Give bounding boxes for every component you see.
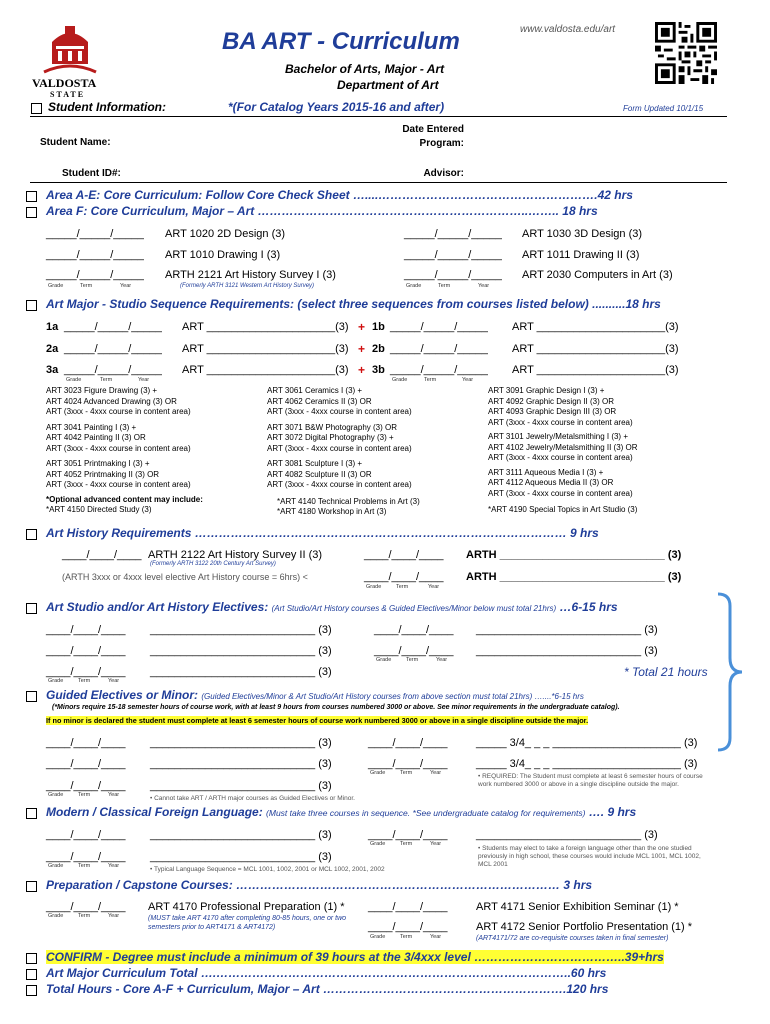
term-label: Term (438, 283, 451, 289)
option-item: *ART 4190 Special Topics in Art Studio (3) (488, 505, 638, 514)
grade-blank[interactable]: ____/____/____ (368, 737, 448, 749)
grade-blank[interactable]: ____/____/____ (46, 780, 126, 792)
logo-text-valdosta: VALDOSTA (32, 76, 97, 90)
electives-title: Art Studio and/or Art History Electives: (46, 600, 269, 614)
language-heading (46, 805, 636, 819)
grade-label: Grade (392, 377, 408, 383)
grade-label: Grade (376, 657, 392, 663)
grade-blank[interactable]: ____/____/____ (46, 666, 126, 678)
arth-elective-note: (ARTH 3xxx or 4xxx level elective Art History course = 6hrs) < (62, 572, 308, 582)
term-label: Term (400, 770, 413, 776)
course-art4172: ART 4172 Senior Portfolio Presentation (1) * (476, 921, 693, 933)
grade-blank[interactable]: _____/_____/_____ (390, 343, 488, 355)
elective-blank[interactable]: ___________________________ (3) (476, 624, 658, 636)
checkbox-language[interactable] (26, 808, 37, 819)
studio-options-col3 (488, 386, 638, 516)
year-label: Year (430, 934, 442, 940)
grade-blank[interactable]: _____/_____/_____ (64, 343, 162, 355)
language-blank[interactable]: ___________________________ (3) (476, 829, 658, 841)
checkbox-studio-sequence[interactable] (26, 300, 37, 311)
option-item: ART (3xxx - 4xxx course in content area) (267, 407, 412, 416)
course-art4171: ART 4171 Senior Exhibition Seminar (1) * (476, 901, 679, 913)
term-label: Term (400, 841, 413, 847)
checkbox-guided[interactable] (26, 691, 37, 702)
total-21-hours: * Total 21 hours (624, 665, 708, 679)
option-item: ART 3023 Figure Drawing (3) + (46, 386, 158, 395)
electives-sub: (Art Studio/Art History courses & Guided Electives/Minor below must total 21hrs) (271, 604, 557, 613)
plus-sign: + (358, 320, 366, 334)
grade-blank[interactable]: ____/____/____ (364, 549, 444, 561)
grade-label: Grade (48, 913, 64, 919)
cannot-take-note: • Cannot take ART / ARTH major courses as Guided Electives or Minor. (150, 795, 355, 802)
sequence-label: 1b (372, 321, 385, 333)
sequence-label: 3a (46, 364, 59, 376)
grade-blank[interactable]: ____/____/____ (374, 624, 454, 636)
grade-label: Grade (370, 934, 386, 940)
year-label: Year (428, 584, 440, 590)
term-label: Term (78, 678, 91, 684)
option-item: ART 4092 Graphic Design II (3) OR (488, 396, 614, 406)
grade-blank[interactable]: _____/_____/_____ (404, 228, 502, 240)
language-hrs: …. 9 hrs (588, 805, 637, 819)
grade-blank[interactable]: ____/____/____ (46, 737, 126, 749)
plus-sign: + (358, 342, 366, 356)
course-art1030: ART 1030 3D Design (3) (522, 228, 643, 240)
required-note: • REQUIRED: The Student must complete at least 6 semester hours of course work numbered 3000 or above in a single discipline outside the major. (478, 773, 703, 788)
grade-blank[interactable]: ____/____/____ (46, 829, 126, 841)
language-blank[interactable]: ___________________________ (3) (150, 851, 332, 863)
option-item: ART 3081 Sculpture I (3) + (267, 459, 363, 468)
language-sub: (Must take three courses in sequence. *See undergraduate catalog for requirements) (266, 808, 586, 818)
university-logo (30, 20, 110, 100)
grade-blank[interactable]: ____/____/____ (364, 571, 444, 583)
grade-blank[interactable]: _____/_____/_____ (404, 269, 502, 281)
option-item: ART (3xxx - 4xxx course in content area) (488, 488, 633, 498)
year-label: Year (108, 863, 120, 869)
grade-label: Grade (48, 792, 64, 798)
sequence-label: 2a (46, 343, 59, 355)
formerly-arth3122: (Formerly ARTH 3122 20th Century Art Survey) (150, 561, 276, 567)
art-history-heading: Art History Requirements ………………………………………………………………………………… 9 hrs (46, 526, 599, 540)
year-label: Year (138, 377, 150, 383)
checkbox-area-a-e[interactable] (26, 191, 37, 202)
grade-blank[interactable]: ____/____/____ (46, 851, 126, 863)
option-item: ART (3xxx - 4xxx course in content area) (267, 443, 412, 453)
checkbox-electives[interactable] (26, 603, 37, 614)
art-blank[interactable]: ART _____________________(3) (182, 364, 349, 376)
term-label: Term (400, 934, 413, 940)
option-item: ART 3101 Jewelry/Metalsmithing I (3) + (488, 432, 628, 441)
form-updated: Form Updated 10/1/15 (623, 104, 704, 113)
option-item: ART 3072 Digital Photography (3) + (267, 433, 394, 442)
student-id-label[interactable]: Student ID#: (62, 168, 121, 179)
year-label: Year (436, 657, 448, 663)
studio-sequence-heading: Art Major - Studio Sequence Requirements: (select three sequences from courses listed below) ..........18 hrs (46, 297, 661, 311)
grade-blank[interactable]: _____/_____/_____ (404, 249, 502, 261)
no-minor-note: If no minor is declared the student must complete at least 6 semester hours of course work numbered 3000 or above in a single discipline outside the major. (46, 716, 589, 725)
elective-blank[interactable]: ___________________________ (3) (150, 666, 332, 678)
guided-blank[interactable]: ___________________________ (3) (150, 780, 332, 792)
option-item: ART 3111 Aqueous Media I (3) + (488, 467, 604, 477)
year-label: Year (120, 283, 132, 289)
guided-heading (46, 688, 584, 702)
grade-blank[interactable]: ____/____/____ (374, 645, 454, 657)
option-item: ART (3xxx - 4xxx course in content area) (46, 443, 191, 453)
qr-code-icon (655, 22, 717, 84)
option-item: ART (3xxx - 4xxx course in content area) (46, 480, 191, 489)
art-blank[interactable]: ART _____________________(3) (182, 343, 349, 355)
plus-sign: + (358, 363, 366, 377)
course-art2030: ART 2030 Computers in Art (3) (522, 269, 673, 281)
studio-options-col2 (267, 386, 420, 518)
term-label: Term (100, 377, 113, 383)
checkbox-confirm[interactable] (26, 953, 37, 964)
student-name-label[interactable]: Student Name: (40, 137, 111, 148)
term-label: Term (78, 792, 91, 798)
course-art1011: ART 1011 Drawing II (3) (522, 249, 640, 261)
grade-blank[interactable]: ____/____/____ (368, 901, 448, 913)
grade-blank[interactable]: ____/____/____ (368, 758, 448, 770)
guided-3-4-blank[interactable]: _____ 3/4_ _ _ _____________________ (3) (476, 737, 698, 749)
grade-blank[interactable]: ____/____/____ (46, 624, 126, 636)
option-item: ART 4024 Advanced Drawing (3) OR (46, 396, 177, 406)
grade-blank[interactable]: ____/____/____ (368, 921, 448, 933)
art-blank[interactable]: ART _____________________(3) (512, 343, 679, 355)
foreign-language-note: • Students may elect to take a foreign language other than the one studied previously in high school, these courses would include MCL 1001, MCL 1002, MCL 2001 (478, 845, 701, 868)
checkbox-major-total[interactable] (26, 969, 37, 980)
electives-heading (46, 600, 618, 614)
subtitle-degree: Bachelor of Arts, Major - Art (285, 62, 445, 76)
grade-label: Grade (370, 770, 386, 776)
option-item: ART (3xxx - 4xxx course in content area) (488, 417, 633, 427)
advisor-label[interactable]: Advisor: (423, 168, 464, 179)
subtitle-department: Department of Art (337, 78, 439, 92)
guided-sub: (Guided Electives/Minor & Art Studio/Art History courses from above section must total 21hrs) …....*6-15 hrs (201, 692, 584, 701)
page-title: BA ART - Curriculum (222, 28, 460, 55)
year-label: Year (462, 377, 474, 383)
checkbox-art-history[interactable] (26, 529, 37, 540)
option-item: ART 3091 Graphic Design I (3) + (488, 386, 605, 395)
bracket-icon (714, 592, 750, 752)
course-art4170: ART 4170 Professional Preparation (1) * (148, 901, 345, 913)
elective-blank[interactable]: ___________________________ (3) (150, 645, 332, 657)
art4170-note: (MUST take ART 4170 after completing 80-85 hours, one or two semesters prior to ART4171 & ART4172) (148, 915, 347, 931)
program-label[interactable]: Program: (419, 138, 464, 149)
term-label: Term (424, 377, 437, 383)
course-arth2122: ARTH 2122 Art History Survey II (3) (148, 549, 323, 561)
term-label: Term (406, 657, 419, 663)
grade-blank[interactable]: ____/____/____ (46, 645, 126, 657)
grade-label: Grade (406, 283, 422, 289)
grade-blank[interactable]: _____/_____/_____ (46, 249, 144, 261)
grade-blank[interactable]: ____/____/____ (62, 549, 142, 561)
grade-blank[interactable]: ____/____/____ (46, 758, 126, 770)
option-item: *ART 4150 Directed Study (3) (46, 505, 152, 514)
student-info-label: Student Information: (48, 100, 166, 114)
grade-blank[interactable]: _____/_____/_____ (46, 269, 144, 281)
checkbox-area-f[interactable] (26, 207, 37, 218)
arth-blank[interactable]: ARTH ___________________________ (3) (466, 549, 682, 561)
core-area-f: Area F: Core Curriculum, Major – Art …………………………………………………………..…….. 18 hrs (46, 204, 598, 218)
option-item: ART 4112 Aqueous Media II (3) OR (488, 478, 614, 487)
info-divider (30, 182, 727, 183)
course-art1010: ART 1010 Drawing I (3) (165, 249, 281, 261)
option-item: ART 4082 Sculpture II (3) OR (267, 469, 372, 479)
option-item: ART 3041 Painting I (3) + (46, 422, 137, 432)
website-url: www.valdosta.edu/art (520, 24, 616, 35)
total-hours: Total Hours - Core A-F + Curriculum, Major – Art …………………………………………………….120 hrs (46, 982, 609, 996)
checkbox-student-info[interactable] (31, 103, 42, 114)
sequence-label: 3b (372, 364, 385, 376)
checkbox-total-hours[interactable] (26, 985, 37, 996)
grade-blank[interactable]: _____/_____/_____ (390, 364, 488, 376)
option-item: ART 3061 Ceramics I (3) + (267, 386, 363, 395)
guided-3-4-blank[interactable]: _____ 3/4_ _ _ _____________________ (3) (476, 758, 698, 770)
grade-blank[interactable]: _____/_____/_____ (64, 321, 162, 333)
option-item: ART (3xxx - 4xxx course in content area) (488, 453, 633, 462)
electives-hrs: …6-15 hrs (559, 600, 618, 614)
grade-label: Grade (366, 584, 382, 590)
confirm-39-hours: CONFIRM - Degree must include a minimum of 39 hours at the 3/4xxx level ………………………………..39+hrs (46, 950, 664, 964)
grade-label: Grade (48, 863, 64, 869)
term-label: Term (80, 283, 93, 289)
option-item: ART 4052 Printmaking II (3) OR (46, 469, 160, 479)
grade-blank[interactable]: _____/_____/_____ (64, 364, 162, 376)
option-item: ART (3xxx - 4xxx course in content area) (46, 407, 191, 416)
option-item: ART 3071 B&W Photography (3) OR (267, 422, 397, 432)
year-label: Year (108, 792, 120, 798)
sequence-label: 2b (372, 343, 385, 355)
option-item: ART (3xxx - 4xxx course in content area) (267, 480, 412, 489)
minor-note: (*Minors require 15-18 semester hours of course work, with at least 9 hours from courses numbered 3000 or above. See minor requirements in the undergraduate catalog). (52, 704, 620, 711)
option-item: ART 3051 Printmaking I (3) + (46, 459, 150, 468)
year-label: Year (478, 283, 490, 289)
year-label: Year (108, 678, 120, 684)
art-blank[interactable]: ART _____________________(3) (512, 364, 679, 376)
guided-title: Guided Electives or Minor: (46, 688, 199, 702)
grade-label: Grade (48, 283, 64, 289)
formerly-arth3121: (Formerly ARTH 3121 Western Art History Survey) (180, 283, 315, 289)
term-label: Term (396, 584, 409, 590)
catalog-years: *(For Catalog Years 2015-16 and after) (228, 100, 445, 114)
grade-blank[interactable]: ____/____/____ (368, 829, 448, 841)
header-divider (30, 116, 727, 117)
option-item: ART 4102 Jewelry/Metalsmithing II (3) OR (488, 442, 638, 452)
grade-blank[interactable]: ____/____/____ (46, 901, 126, 913)
corequisite-note: (ART4171/72 are co-requisite courses taken in final semester) (476, 935, 669, 942)
option-item: *ART 4140 Technical Problems in Art (3) (277, 496, 420, 506)
capstone-heading: Preparation / Capstone Courses: ……………………………………………………………………… 3 hrs (46, 878, 593, 892)
art-blank[interactable]: ART _____________________(3) (182, 321, 349, 333)
course-arth2121: ARTH 2121 Art History Survey I (3) (165, 269, 336, 281)
option-item: ART 4093 Graphic Design III (3) OR (488, 407, 617, 416)
logo-text-state: STATE (50, 90, 86, 99)
course-art1020: ART 1020 2D Design (3) (165, 228, 286, 240)
elective-blank[interactable]: ___________________________ (3) (150, 624, 332, 636)
elective-blank[interactable]: ___________________________ (3) (476, 645, 658, 657)
sequence-label: 1a (46, 321, 59, 333)
option-note: *Optional advanced content may include: (46, 494, 203, 504)
seal-icon (30, 20, 110, 80)
year-label: Year (108, 913, 120, 919)
typical-sequence-note: • Typical Language Sequence = MCL 1001, 1002, 2001 or MCL 1002, 2001, 2002 (150, 866, 385, 873)
grade-label: Grade (66, 377, 82, 383)
grade-blank[interactable]: _____/_____/_____ (46, 228, 144, 240)
language-blank[interactable]: ___________________________ (3) (150, 829, 332, 841)
year-label: Year (430, 770, 442, 776)
grade-blank[interactable]: _____/_____/_____ (390, 321, 488, 333)
grade-label: Grade (48, 678, 64, 684)
year-label: Year (430, 841, 442, 847)
core-area-a-e: Area A-E: Core Curriculum: Follow Core Check Sheet …....……………………………………………….42 hrs (46, 188, 633, 202)
art-blank[interactable]: ART _____________________(3) (512, 321, 679, 333)
term-label: Term (78, 913, 91, 919)
art-major-total: Art Major Curriculum Total ….……………………………………………………………………………..60 hrs (46, 966, 607, 980)
option-item: ART 4062 Ceramics II (3) OR (267, 396, 372, 406)
checkbox-capstone[interactable] (26, 881, 37, 892)
date-entered-label: Date Entered (402, 124, 464, 135)
option-item: ART 4042 Painting II (3) OR (46, 433, 146, 442)
guided-blank[interactable]: ___________________________ (3) (150, 737, 332, 749)
studio-options-col1 (46, 386, 203, 516)
term-label: Term (78, 863, 91, 869)
grade-label: Grade (370, 841, 386, 847)
arth-blank[interactable]: ARTH ___________________________ (3) (466, 571, 682, 583)
option-item: *ART 4180 Workshop in Art (3) (277, 507, 387, 516)
guided-blank[interactable]: ___________________________ (3) (150, 758, 332, 770)
language-title: Modern / Classical Foreign Language: (46, 805, 263, 819)
